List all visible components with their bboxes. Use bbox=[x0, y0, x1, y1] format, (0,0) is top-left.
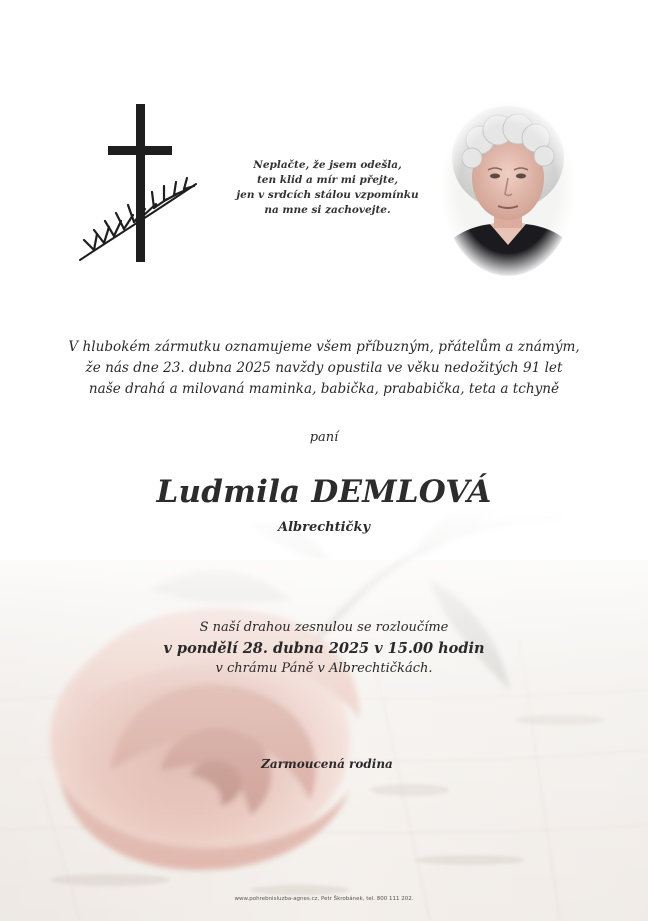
poem bbox=[215, 158, 440, 218]
funeral-location: v chrámu Páně v Albrechtičkách. bbox=[215, 661, 433, 676]
poem-line: ten klid a mír mi přejte, bbox=[256, 174, 399, 186]
funeral-date-time: v pondělí 28. dubna 2025 v 15.00 hodin bbox=[163, 640, 485, 657]
announcement-text bbox=[60, 337, 588, 400]
portrait-photo bbox=[440, 100, 576, 278]
salutation: paní bbox=[309, 430, 339, 445]
poem-line: jen v srdcích stálou vzpomínku bbox=[236, 189, 419, 201]
poem-line: na mne si zachovejte. bbox=[264, 204, 391, 216]
signature: Zarmoucená rodina bbox=[261, 757, 393, 771]
funeral-line-1: S naší drahou zesnulou se rozloučíme bbox=[199, 620, 449, 635]
funeral-details bbox=[60, 618, 588, 679]
announcement-line: naše drahá a milovaná maminka, babička, prababička, teta a tchyně bbox=[88, 381, 560, 397]
footer-contact: www.pohrebnisluzba-agnes.cz, Petr Škrobánek, tel. 800 111 202. bbox=[234, 896, 414, 902]
deceased-name: Ludmila DEMLOVÁ bbox=[156, 474, 492, 510]
announcement-line: V hlubokém zármutku oznamujeme všem příbuzným, přátelům a známým, bbox=[68, 339, 580, 355]
cross-with-palm-icon bbox=[70, 100, 210, 270]
deceased-nickname: Albrechtičky bbox=[277, 520, 371, 535]
announcement-line: že nás dne 23. dubna 2025 navždy opustila ve věku nedožitých 91 let bbox=[85, 360, 563, 376]
poem-line: Neplačte, že jsem odešla, bbox=[253, 159, 402, 171]
